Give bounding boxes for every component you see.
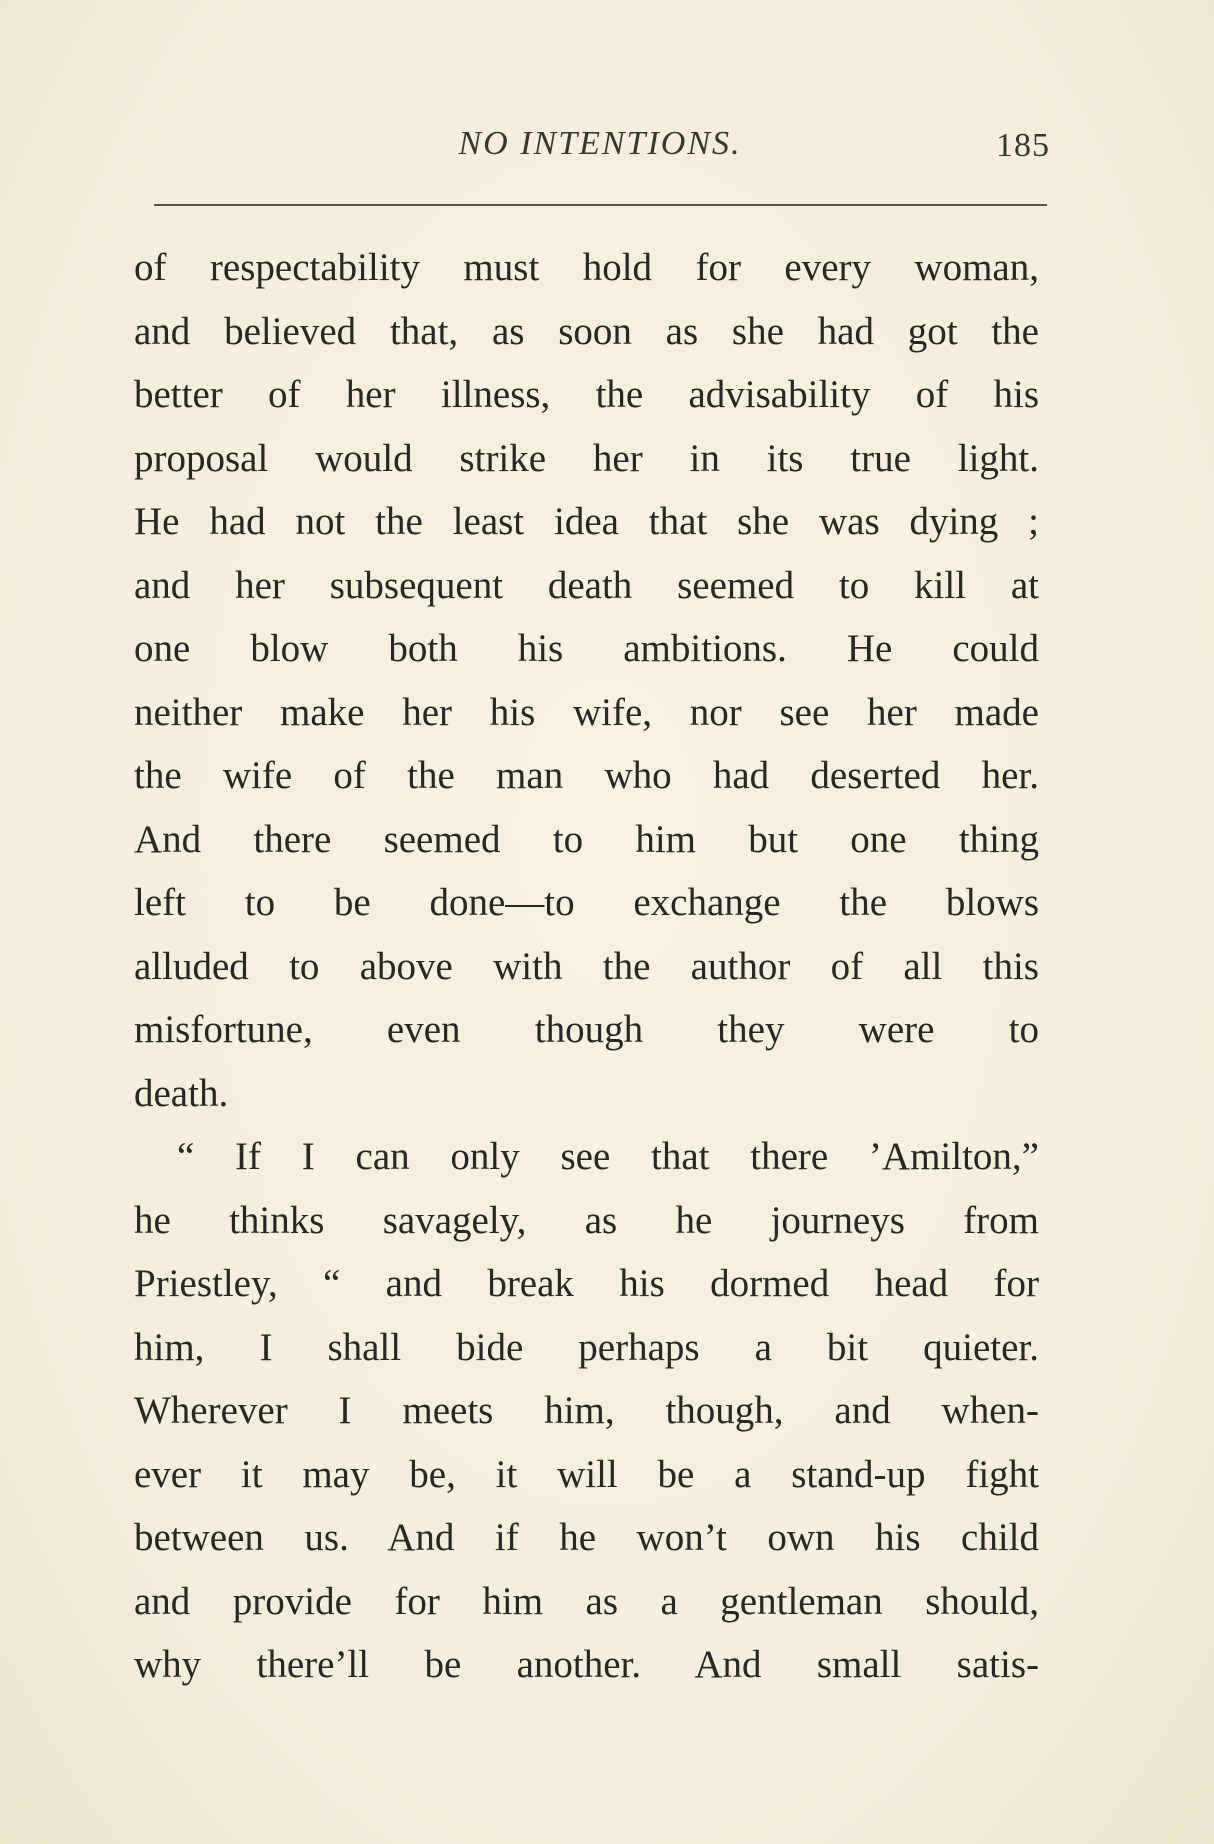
text-line: left to be done—to exchange the blows	[134, 881, 1039, 924]
text-line: one blow both his ambitions. He could	[134, 627, 1039, 670]
text-line: the wife of the man who had deserted her.	[134, 754, 1039, 797]
text-line: proposal would strike her in its true light.	[134, 436, 1039, 480]
text-line: why there’ll be another. And small satis-	[134, 1643, 1039, 1686]
paragraph-end-line: death.	[134, 1071, 229, 1115]
running-head	[150, 124, 1050, 164]
page-number: 185	[996, 127, 1050, 164]
text-line: neither make her his wife, nor see her made	[134, 690, 1039, 734]
text-line: Priestley, “ and break his dormed head for	[134, 1262, 1039, 1305]
text-line: and her subsequent death seemed to kill at	[134, 563, 1039, 607]
text-line: between us. And if he won’t own his child	[134, 1516, 1039, 1559]
text-line: of respectability must hold for every woman,	[134, 246, 1039, 289]
body-text	[134, 236, 1039, 1697]
text-line: ever it may be, it will be a stand-up fight	[134, 1452, 1039, 1496]
text-line: and believed that, as soon as she had got the	[134, 309, 1039, 353]
running-title: NO INTENTIONS.	[458, 125, 742, 162]
header-rule	[154, 204, 1047, 206]
text-line: alluded to above with the author of all this	[134, 944, 1039, 988]
text-line: and provide for him as a gentleman should,	[134, 1579, 1039, 1623]
text-line: he thinks savagely, as he journeys from	[134, 1198, 1039, 1242]
text-line: Wherever I meets him, though, and when-	[134, 1389, 1039, 1432]
text-line: him, I shall bide perhaps a bit quieter.	[134, 1325, 1039, 1369]
text-line: And there seemed to him but one thing	[134, 817, 1039, 861]
paragraph-start-line: “ If I can only see that there ’Amilton,”	[177, 1135, 1039, 1178]
text-line: misfortune, even though they were to	[134, 1008, 1039, 1051]
text-line: better of her illness, the advisability of his	[134, 373, 1039, 416]
text-line: He had not the least idea that she was dying ;	[134, 500, 1039, 543]
